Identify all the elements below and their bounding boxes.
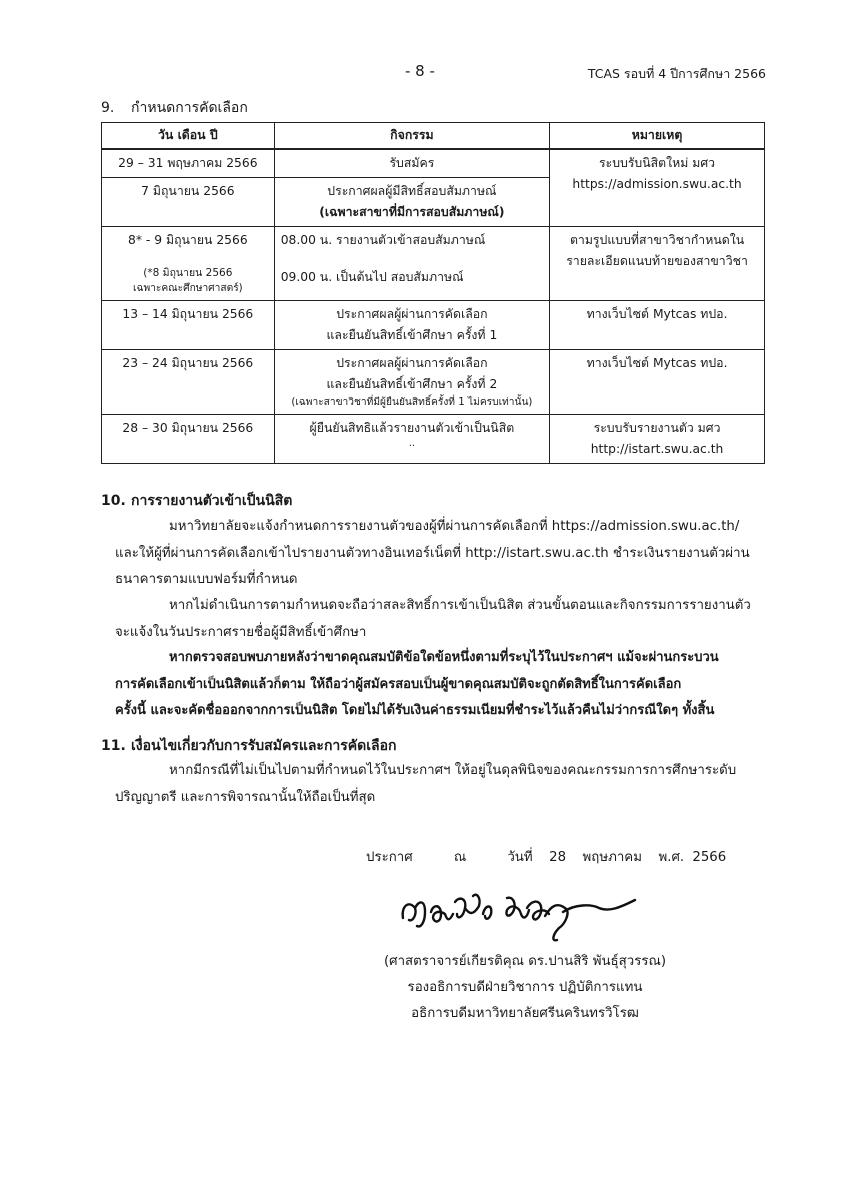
header-activity: กิจกรรม bbox=[274, 123, 549, 150]
paragraph-line: หากไม่ดำเนินการตามกำหนดจะถือว่าสละสิทธิ์การเข้าเป็นนิสิต ส่วนขั้นตอนและกิจกรรมการรายงานตัว bbox=[169, 598, 751, 613]
table-row bbox=[102, 149, 765, 178]
section-9-title: กำหนดการคัดเลือก bbox=[131, 100, 248, 116]
header-date: วัน เดือน ปี bbox=[102, 123, 275, 150]
row-remark-merged bbox=[550, 149, 765, 227]
row-remark bbox=[550, 227, 765, 301]
section-9-number: 9. bbox=[101, 100, 115, 116]
section-10-number: 10. bbox=[101, 493, 126, 509]
remark-system-name: ระบบรับนิสิตใหม่ มศว bbox=[599, 156, 716, 170]
table-row bbox=[102, 415, 765, 464]
section-10-paragraph-1 bbox=[115, 514, 795, 594]
signature bbox=[395, 878, 655, 948]
activity-line: และยืนยันสิทธิ์เข้าศึกษา ครั้งที่ 2 bbox=[326, 377, 498, 391]
row-date: 13 – 14 มิถุนายน 2566 bbox=[102, 301, 275, 350]
section-9-heading bbox=[101, 97, 248, 119]
row-date bbox=[102, 227, 275, 301]
row-activity: รับสมัคร bbox=[274, 149, 549, 178]
row-activity bbox=[274, 178, 549, 227]
paragraph-line: และให้ผู้ที่ผ่านการคัดเลือกเข้าไปรายงานตัวทางอินเทอร์เน็ตที่ http://istart.swu.ac.th ชำระเงินรายงานตัวผ่าน bbox=[115, 545, 750, 561]
activity-line: ประกาศผลผู้ผ่านการคัดเลือก bbox=[336, 307, 488, 321]
paragraph-line: หากตรวจสอบพบภายหลังว่าขาดคุณสมบัติข้อใดข้อหนึ่งตามที่ระบุไว้ในประกาศฯ แม้จะผ่านกระบวน bbox=[169, 650, 719, 665]
section-11-heading bbox=[101, 735, 397, 757]
signer-name: (ศาสตราจารย์เกียรติคุณ ดร.ปานสิริ พันธุ์สุวรรณ) bbox=[383, 954, 667, 969]
activity-line: ประกาศผลผู้มีสิทธิ์สอบสัมภาษณ์ bbox=[327, 184, 497, 198]
page-number: - 8 - bbox=[405, 62, 435, 80]
paragraph-line: การคัดเลือกเข้าเป็นนิสิตแล้วก็ตาม ให้ถือว่าผู้สมัครสอบเป็นผู้ขาดคุณสมบัติจะถูกตัดสิทธิ์ในการคัดเลือก bbox=[115, 676, 682, 692]
activity-line: ผู้ยืนยันสิทธิแล้วรายงานตัวเข้าเป็นนิสิต bbox=[309, 421, 515, 435]
paragraph-line: มหาวิทยาลัยจะแจ้งกำหนดการรายงานตัวของผู้ที่ผ่านการคัดเลือกที่ https://admission.swu.ac.th/ bbox=[169, 519, 740, 534]
announce-label: ประกาศ bbox=[366, 850, 413, 865]
month-value: พฤษภาคม bbox=[582, 850, 642, 865]
row-activity bbox=[274, 350, 549, 415]
paragraph-line: ปริญญาตรี และการพิจารณานั้นให้ถือเป็นที่สุด bbox=[115, 789, 376, 805]
remark-line: http://istart.swu.ac.th bbox=[590, 442, 724, 456]
document-reference: TCAS รอบที่ 4 ปีการศึกษา 2566 bbox=[587, 66, 766, 81]
row-date: 23 – 24 มิถุนายน 2566 bbox=[102, 350, 275, 415]
year-value: 2566 bbox=[692, 850, 727, 865]
activity-line: ประกาศผลผู้ผ่านการคัดเลือก bbox=[336, 356, 488, 370]
section-11-paragraph-1 bbox=[115, 758, 795, 811]
day-value: 28 bbox=[549, 850, 567, 865]
paragraph-line: ธนาคารตามแบบฟอร์มที่กำหนด bbox=[115, 572, 298, 587]
section-10-heading bbox=[101, 490, 292, 512]
announcement-date bbox=[366, 846, 726, 867]
section-11-number: 11. bbox=[101, 738, 126, 754]
signer-title-line-1: รองอธิการบดีฝ่ายวิชาการ ปฏิบัติการแทน bbox=[407, 980, 643, 995]
schedule-table bbox=[101, 122, 765, 464]
section-11-title: เงื่อนไขเกี่ยวกับการรับสมัครและการคัดเลือก bbox=[131, 738, 397, 754]
schedule-header-row bbox=[102, 123, 765, 150]
paragraph-line: จะแจ้งในวันประกาศรายชื่อผู้มีสิทธิ์เข้าศึกษา bbox=[115, 624, 367, 640]
day-label: วันที่ bbox=[507, 850, 533, 865]
row-remark: ทางเว็บไซต์ Mytcas ทปอ. bbox=[550, 301, 765, 350]
activity-line: และยืนยันสิทธิ์เข้าศึกษา ครั้งที่ 1 bbox=[326, 328, 498, 342]
row-activity bbox=[274, 301, 549, 350]
row-date: 28 – 30 มิถุนายน 2566 bbox=[102, 415, 275, 464]
table-row bbox=[102, 350, 765, 415]
row-remark bbox=[550, 415, 765, 464]
row-remark: ทางเว็บไซต์ Mytcas ทปอ. bbox=[550, 350, 765, 415]
section-10-title: การรายงานตัวเข้าเป็นนิสิต bbox=[131, 493, 293, 509]
activity-line: 09.00 น. เป็นต้นไป สอบสัมภาษณ์ bbox=[280, 270, 464, 284]
date-note-line: เฉพาะคณะศึกษาศาสตร์) bbox=[133, 283, 243, 294]
activity-line: 08.00 น. รายงานตัวเข้าสอบสัมภาษณ์ bbox=[280, 233, 486, 247]
section-10-paragraph-2 bbox=[115, 593, 795, 646]
at-label: ณ bbox=[453, 850, 467, 865]
activity-note-line: (เฉพาะสาขาวิชาที่มีผู้ยืนยันสิทธิ์ครั้งที่ 1 ไม่ครบเท่านั้น) bbox=[291, 397, 533, 408]
paragraph-line: หากมีกรณีที่ไม่เป็นไปตามที่กำหนดไว้ในประกาศฯ ให้อยู่ในดุลพินิจของคณะกรรมการการศึกษาระดับ bbox=[169, 763, 737, 778]
paragraph-line: ครั้งนี้ และจะคัดชื่อออกจากการเป็นนิสิต โดยไม่ได้รับเงินค่าธรรมเนียมที่ชำระไว้แล้วคืนไม่ว่ากรณีใดๆ ทั้งสิ้น bbox=[115, 703, 715, 718]
section-10-paragraph-3 bbox=[115, 645, 805, 725]
date-line: 8* - 9 มิถุนายน 2566 bbox=[128, 233, 248, 247]
remark-admission-url: https://admission.swu.ac.th bbox=[572, 177, 742, 191]
header-remark: หมายเหตุ bbox=[550, 123, 765, 150]
row-activity bbox=[274, 227, 549, 301]
activity-line: (เฉพาะสาขาที่มีการสอบสัมภาษณ์) bbox=[319, 205, 505, 219]
table-row bbox=[102, 301, 765, 350]
table-row bbox=[102, 227, 765, 301]
date-note-line: (*8 มิถุนายน 2566 bbox=[143, 267, 233, 279]
remark-line: รายละเอียดแนบท้ายของสาขาวิชา bbox=[566, 254, 748, 268]
row-date: 7 มิถุนายน 2566 bbox=[102, 178, 275, 227]
remark-line: ตามรูปแบบที่สาขาวิชากำหนดใน bbox=[569, 233, 745, 247]
signer-title-line-2: อธิการบดีมหาวิทยาลัยศรีนครินทรวิโรฒ bbox=[411, 1006, 639, 1021]
row-activity: ผู้ยืนยันสิทธิแล้วรายงานตัวเข้าเป็นนิสิต .. bbox=[274, 415, 549, 464]
row-date: 29 – 31 พฤษภาคม 2566 bbox=[102, 149, 275, 178]
era-label: พ.ศ. bbox=[658, 850, 685, 865]
remark-line: ระบบรับรายงานตัว มศว bbox=[593, 421, 721, 435]
